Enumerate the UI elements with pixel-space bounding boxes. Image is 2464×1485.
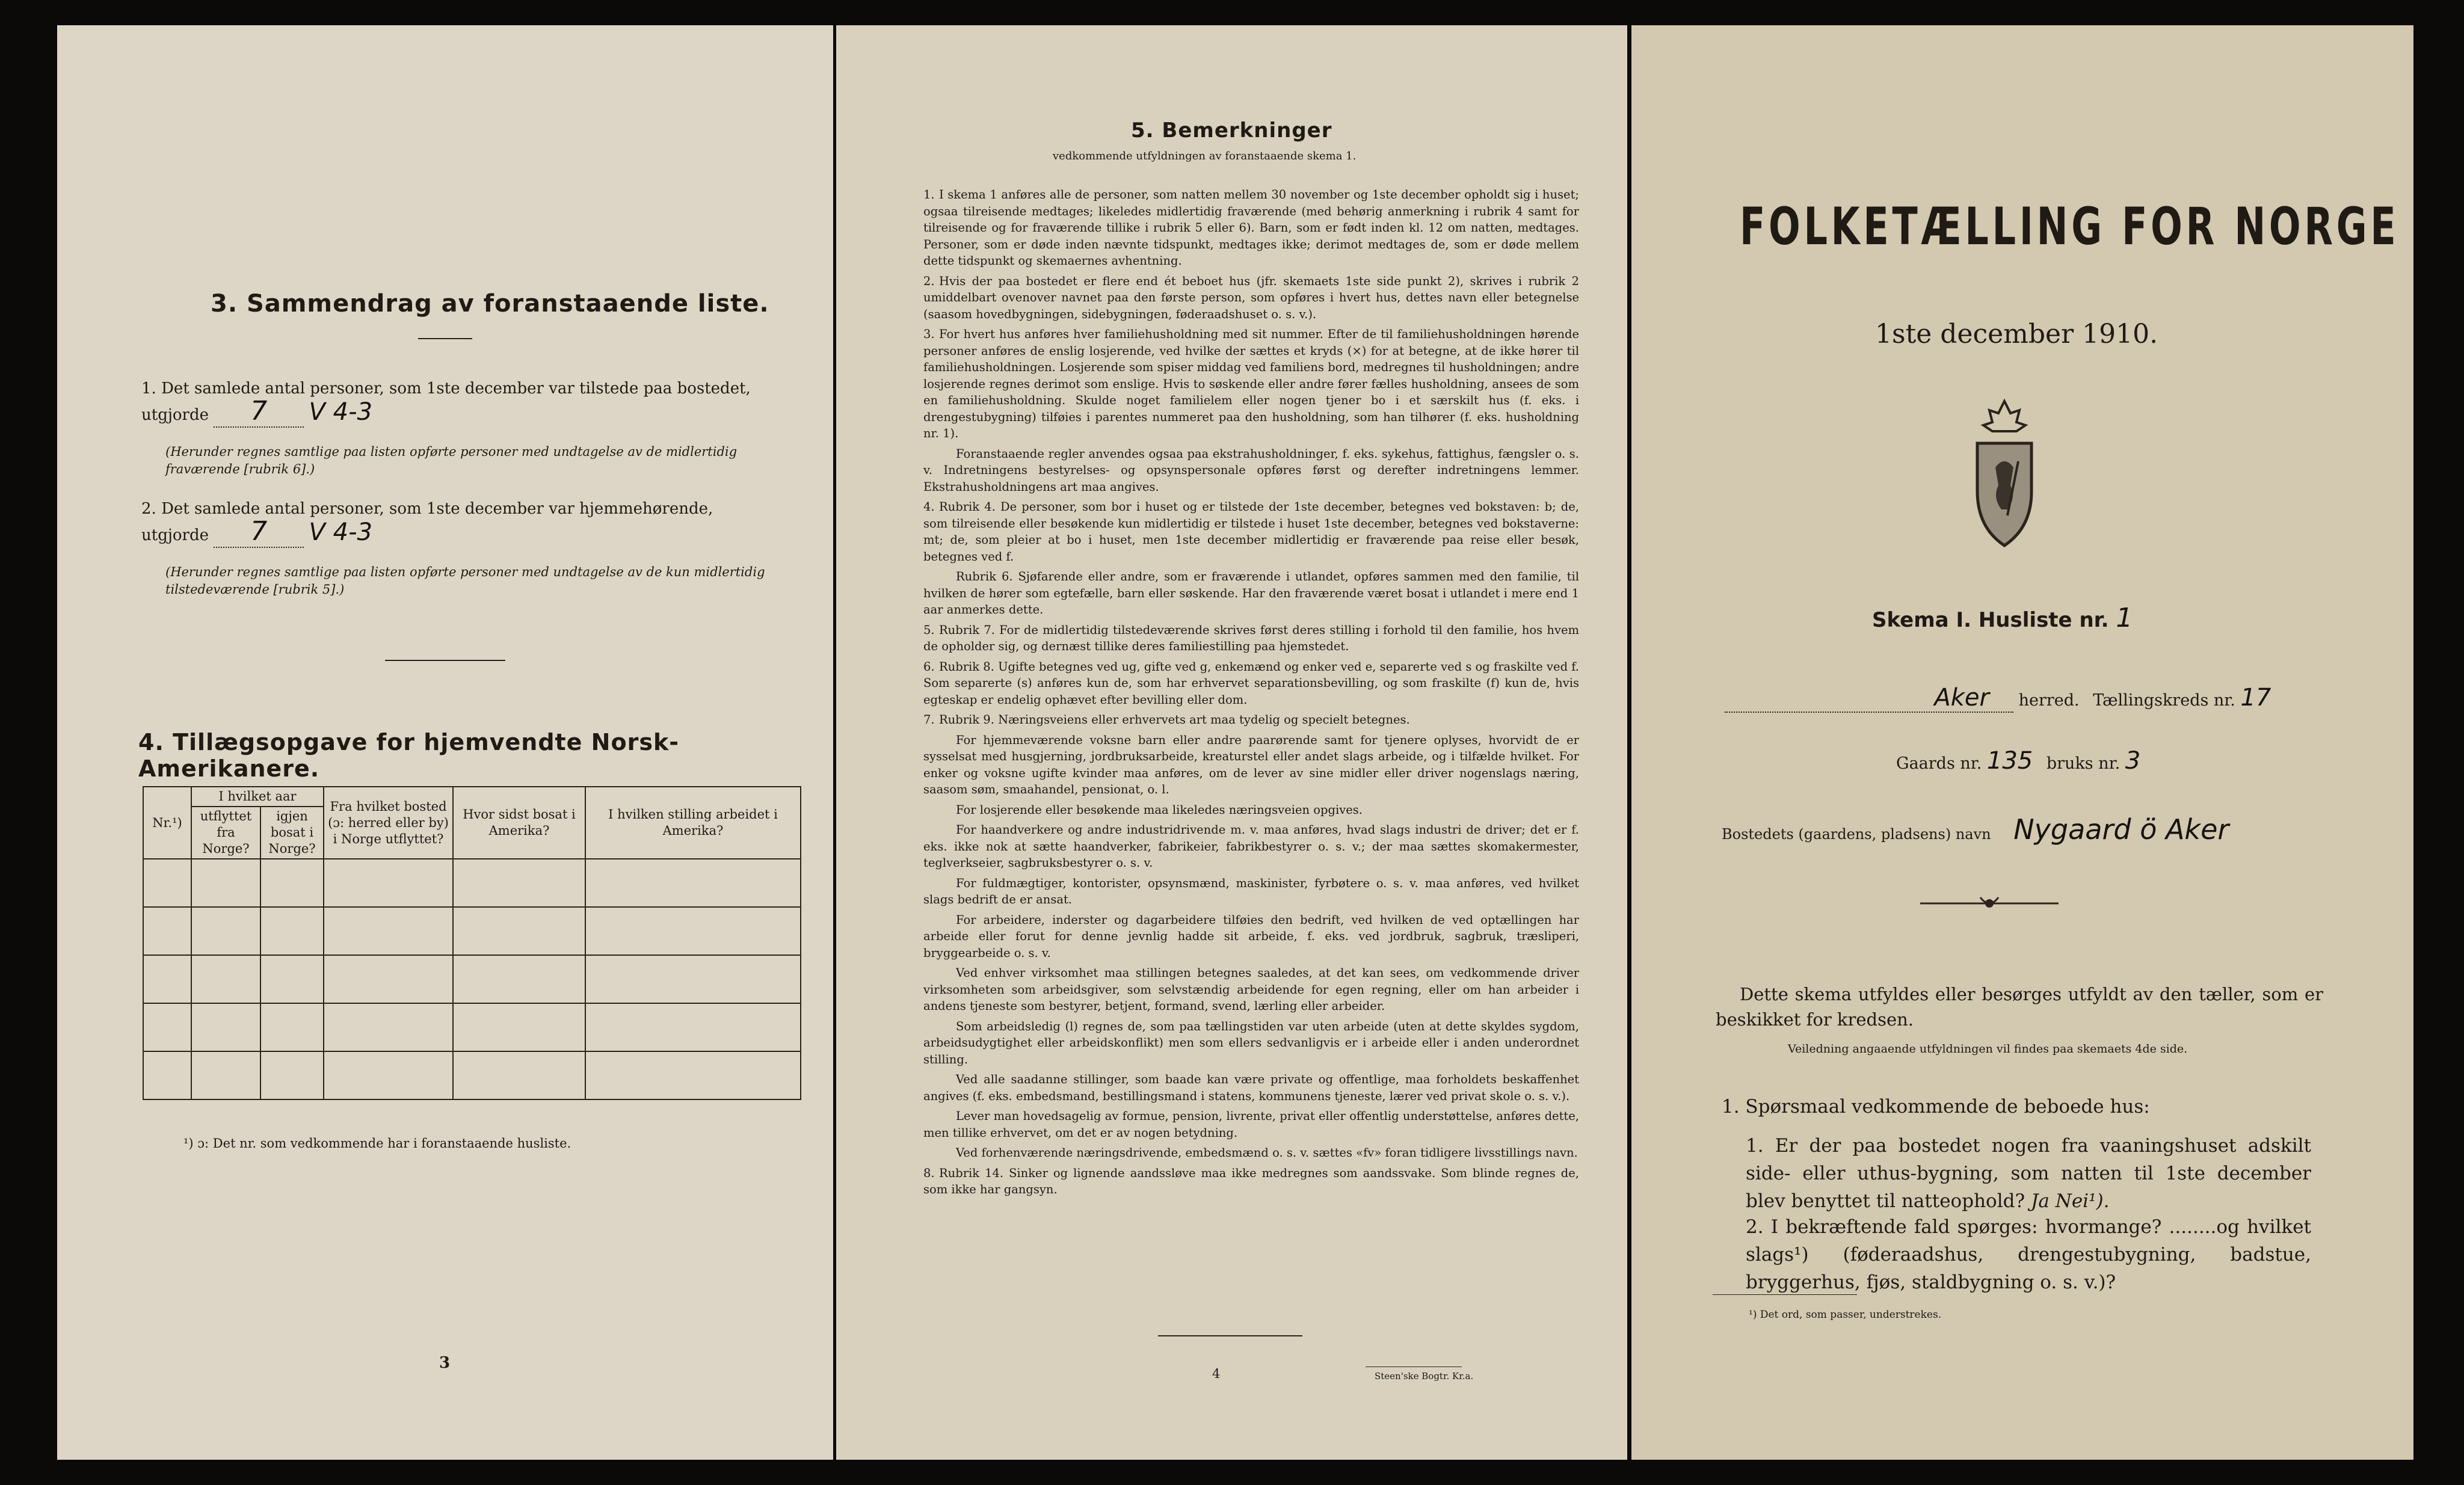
gaards-line (1896, 747, 2140, 775)
remark-text: For arbeidere, inderster og dagarbeidere tilføies den bedrift, ved hvilken de ved optællingen har arbeide eller forut for denne jevnlig hadde sit arbeide, f. eks. ved jordbruk, sagbruk, træsliperi, bryggearbeide o. s. v. (923, 912, 1579, 960)
page-1 (1631, 25, 2413, 1460)
remark-text: Ved enhver virksomhet maa stillingen betegnes saaledes, at det kan sees, om vedkommende driver virksomheten som arbeidsgiver, som selvstændig arbeidende for egen regning, eller om han arbeider i andens tjeneste som bestyrer, betjent, formand, svend, lærling eller arbeider. (923, 966, 1579, 1013)
section-4-title: 4. Tillægsopgave for hjemvendte Norsk-Amerikanere. (138, 729, 679, 782)
remark-text: For losjerende eller besøkende maa likeledes næringsveien opgives. (956, 802, 1363, 817)
col-position: I hvilken stilling arbeidet i Amerika? (585, 787, 801, 859)
question-2: 2. I bekræftende fald spørges: hvormange? ........og hvilket slags¹) (føderaadshus, drengestubygning, badstue, bryggerhus, fjøs, staldbygning o. s. v.)? (1746, 1216, 2311, 1293)
husliste-nr: 1 (2116, 603, 2133, 633)
remark-text: For hvert hus anføres hver familiehusholdning med sit nummer. Efter de til familiehusholdningen hørende personer anføres de enslig losjerende, ved hvilke der sættes et kryds (×) for at betegne, at de ikke hører til familiehusholdningen. Losjerende som spiser middag ved familiens bord, medregnes til husholdningen; andre losjerende regnes derimot som enslige. Hvis to søskende eller andre fører fælles husholdning, ansees de som en familiehusholdning. Skulde noget familielem eller nogen tjener bo i et særskilt hus (f. eks. i drengestubygning) tilføies i parentes nummeret paa den husholdning, som han tilhører (f. eks. husholdning nr. 1). (923, 327, 1579, 440)
intro-text: Dette skema utfyldes eller besørges utfyldt av den tæller, som er beskikket for kredsen. (1716, 984, 2323, 1030)
summary-item-2-value: 7 (250, 516, 268, 547)
remark-number: 8. (923, 1166, 935, 1180)
col-returned: igjen bosat i Norge? (260, 807, 324, 859)
remark-number: 2. (923, 274, 935, 288)
remark-text: Rubrik 8. Ugifte betegnes ved ug, gifte ved g, enkemænd og enker ved e, separerte ved s og fraskilte ved f. Som separerte (s) anføres kun de, som har erhvervet separationsbevilling, og som fraskilte (f) kun de, hvis egteskap er endelig ophævet efter bevilling eller dom. (923, 659, 1579, 707)
remark-text: Ved alle saadanne stillinger, som baade kan være private og offentlige, maa forholdets beskaffenhet angives (f. eks. embedsmand, bestillingsmand i statens, kommunens tjeneste, lærer ved privat skole o. s. v.). (923, 1072, 1579, 1103)
remark-text: Rubrik 14. Sinker og lignende aandssløve maa ikke medregnes som aandssvake. Som blinde regnes de, som ikke har gangsyn. (923, 1166, 1579, 1196)
remark-text: Lever man hovedsagelig av formue, pension, livrente, privat eller offentlig understøttelse, anføres dette, men tillike erhvervet, om det er av nogen betydning. (923, 1109, 1579, 1140)
census-title: FOLKETÆLLING FOR NORGE (1740, 197, 2400, 257)
col-emigrated: utflyttet fra Norge? (191, 807, 260, 859)
remark-text: I skema 1 anføres alle de personer, som natten mellem 30 november og 1ste december opholdt sig i huset; ogsaa tilreisende medtages; likeledes midlertidig fraværende (med behørig anmerkning i rubrik 4 samt for tilreisende og for fraværende tillike i rubrik 5 eller 6). Barn, som er født inden kl. 12 om natten, medtages. Personer, som er døde inden nævnte tidspunkt, medtages ikke; derimot medtages de, som er døde mellem dette tidspunkt og skemaernes avhentning. (923, 188, 1579, 268)
summary-item-2-hand-note: V 4-3 (309, 518, 372, 546)
remark-number: 7. (923, 713, 935, 727)
remark-number: 6. (923, 659, 935, 674)
remark-text: Som arbeidsledig (l) regnes de, som paa tællingstiden var uten arbeide (uten at dette skyldes sygdom, arbeidsudygtighet eller arbeidskonflikt) men som ellers sedvanligvis er i arbeide eller i anden underordnet stilling. (923, 1019, 1579, 1066)
divider (1158, 1335, 1302, 1336)
remark-item (923, 732, 1579, 798)
remark-item (923, 568, 1579, 618)
remark-text: Rubrik 4. De personer, som bor i huset og er tilstede der 1ste december, betegnes ved bokstaven: b; de, som tilreisende eller besøkende kun midlertidig er tilstede i huset 1ste december, betegnes ved bokstaverne: mt; de, som pleier at bo i huset, men 1ste december midlertidig er fraværende paa reise eller besøk, betegnes ved f. (923, 500, 1579, 564)
summary-item-1 (141, 377, 779, 428)
remark-text: Foranstaaende regler anvendes ogsaa paa ekstrahusholdninger, f. eks. sykehus, fattighus, fængsler o. s. v. Indretningens bestyrelses- og opsynspersonale opføres først og derefter indretningens lemmer. Ekstrahusholdningens art maa angives. (923, 446, 1579, 494)
printer-mark: Steen'ske Bogtr. Kr.a. (1375, 1371, 1474, 1382)
summary-item-2-text: 2. Det samlede antal personer, som 1ste december var hjemmehørende, utgjorde (141, 500, 713, 544)
norsk-amerikanere-table (143, 786, 801, 1100)
intro-note: Veiledning angaaende utfyldningen vil findes paa skemaets 4de side. (1788, 1042, 2188, 1056)
herred-label: herred. (2018, 691, 2080, 710)
gaards-label: Gaards nr. (1896, 754, 1982, 773)
coat-of-arms-icon (1965, 395, 2044, 554)
summary-item-1-note: (Herunder regnes samtlige paa listen opførte personer med undtagelse av de midlertidig fraværende [rubrik 6].) (165, 444, 738, 476)
remark-item (923, 965, 1579, 1015)
summary-item-2 (141, 497, 779, 548)
section-3-title: 3. Sammendrag av foranstaaende liste. (211, 290, 769, 318)
herred-line (1725, 684, 2326, 713)
remark-item (923, 875, 1579, 908)
remark-item (923, 1165, 1579, 1198)
skema-line (1872, 603, 2133, 633)
bosted-label: Bostedets (gaardens, pladsens) navn (1722, 826, 1991, 843)
remark-item (923, 712, 1579, 728)
kreds-label: Tællingskreds nr. (2093, 691, 2235, 710)
page-3 (57, 25, 833, 1460)
page-number: 3 (439, 1354, 451, 1372)
remark-text: For hjemmeværende voksne barn eller andre paarørende samt for tjenere oplyses, hvorvidt de er sysselsat med husgjerning, jordbruksarbeide, kreaturstel eller andet slags arbeide, og i tilfælde hvilket. For enker og voksne ugifte kvinder maa anføres, om de lever av sine midler eller driver nogenslags næring, saasom søm, smaahandel, pensionat, o. l. (923, 733, 1579, 796)
bosted-value: Nygaard ö Aker (2013, 813, 2229, 846)
remarks-title: 5. Bemerkninger (1131, 118, 1332, 143)
table-footnote: ¹) ɔ: Det nr. som vedkommende har i foranstaaende husliste. (183, 1136, 571, 1151)
remark-number: 1. (923, 188, 935, 201)
summary-item-1-value: 7 (250, 396, 268, 426)
remark-item (923, 326, 1579, 442)
divider (385, 660, 505, 661)
remark-item (923, 1071, 1579, 1104)
col-group-year: I hvilket aar (191, 787, 324, 807)
remark-item (923, 622, 1579, 655)
question-1-answer: Ja Nei¹). (2030, 1190, 2110, 1212)
remark-item (923, 186, 1579, 269)
remark-number: 4. (923, 500, 935, 514)
remark-text: For fuldmægtiger, kontorister, opsynsmænd, maskinister, fyrbøtere o. s. v. maa anføres, ved hvilket slags bedrift de er ansat. (923, 876, 1579, 906)
remark-item (923, 822, 1579, 872)
table-row (143, 1003, 801, 1051)
remark-item (923, 273, 1579, 323)
remark-item (923, 1018, 1579, 1068)
summary-item-1-hand-note: V 4-3 (309, 398, 372, 426)
skema-label: Skema I. Husliste nr. (1872, 608, 2109, 632)
table-row (143, 955, 801, 1003)
question-1 (1746, 1132, 2311, 1215)
table-row (143, 1051, 801, 1099)
remark-text: Hvis der paa bostedet er flere end ét beboet hus (jfr. skemaets 1ste side punkt 2), skrives i rubrik 2 umiddelbart ovenover navnet paa den første person, som opføres i hvert hus, dettes navn eller betegnelse (saasom hovedbygningen, sidebygningen, føderaadshuset o. s. v.). (923, 274, 1579, 321)
remark-text: Rubrik 9. Næringsveiens eller erhvervets art maa tydelig og specielt betegnes. (939, 713, 1410, 727)
bosted-line (1722, 813, 2229, 846)
table-row (143, 907, 801, 955)
remark-text: For haandverkere og andre industridrivende m. v. maa anføres, hvad slags industri de driver; det er f. eks. ikke nok at sætte haandverker, fabrikeier, fabrikbestyrer o. s. v.; der maa sættes skomakermester, teglverkseier, sagbruksbestyrer o. s. v. (923, 823, 1579, 870)
remark-number: 3. (923, 327, 935, 341)
bruks-label: bruks nr. (2046, 754, 2121, 773)
col-from-where: Fra hvilket bosted (ɔ: herred eller by) i Norge utflyttet? (324, 787, 453, 859)
summary-item-2-note: (Herunder regnes samtlige paa listen opførte personer med undtagelse av de kun midlertidig tilstedeværende [rubrik 5].) (165, 565, 765, 597)
footnote: ¹) Det ord, som passer, understrekes. (1749, 1309, 1942, 1321)
remark-item (923, 912, 1579, 962)
col-nr: Nr.¹) (143, 787, 191, 859)
herred-value: Aker (1934, 684, 1989, 712)
census-date: 1ste december 1910. (1875, 319, 2158, 349)
divider (418, 338, 472, 339)
remark-number: 5. (923, 623, 935, 637)
remark-item (923, 499, 1579, 565)
remarks-subtitle: vedkommende utfyldningen av foranstaaende skema 1. (1053, 150, 1357, 162)
remark-item (923, 659, 1579, 709)
remark-item (923, 1108, 1579, 1141)
remarks-list (923, 186, 1579, 1202)
remark-text: Ved forhenværende næringsdrivende, embedsmænd o. s. v. sættes «fv» foran tidligere livsstillings navn. (956, 1146, 1578, 1160)
remark-item (923, 1145, 1579, 1161)
bruks-value: 3 (2125, 747, 2141, 775)
ornament-divider (1920, 891, 2059, 918)
remark-text: Rubrik 6. Sjøfarende eller andre, som er fraværende i utlandet, opføres sammen med den familie, til hvilken de hører som egtefælle, barn eller søskende. Har den fraværende været bosat i utlandet i mere end 1 aar anmerkes dette. (923, 570, 1579, 616)
kreds-value: 17 (2240, 684, 2272, 712)
divider (1713, 1294, 1857, 1295)
remark-item (923, 446, 1579, 496)
question-1-text: 1. Er der paa bostedet nogen fra vaaningshuset adskilt side- eller uthus-bygning, som natten til 1ste december blev benyttet til natteophold? (1746, 1135, 2311, 1212)
page-number: 4 (1212, 1367, 1221, 1381)
col-last-residence: Hvor sidst bosat i Amerika? (453, 787, 585, 859)
remark-text: Rubrik 7. For de midlertidig tilstedeværende skrives først deres stilling i forhold til den familie, hos hvem de opholder sig, og dernæst tillike deres familiestilling paa hjemstedet. (923, 623, 1579, 653)
questions-heading: 1. Spørsmaal vedkommende de beboede hus: (1722, 1096, 2150, 1118)
page-4 (836, 25, 1627, 1460)
summary-item-1-text: 1. Det samlede antal personer, som 1ste december var tilstede paa bostedet, utgjorde (141, 380, 751, 424)
table-row (143, 859, 801, 907)
remark-item (923, 802, 1579, 819)
gaards-value: 135 (1986, 747, 2033, 775)
